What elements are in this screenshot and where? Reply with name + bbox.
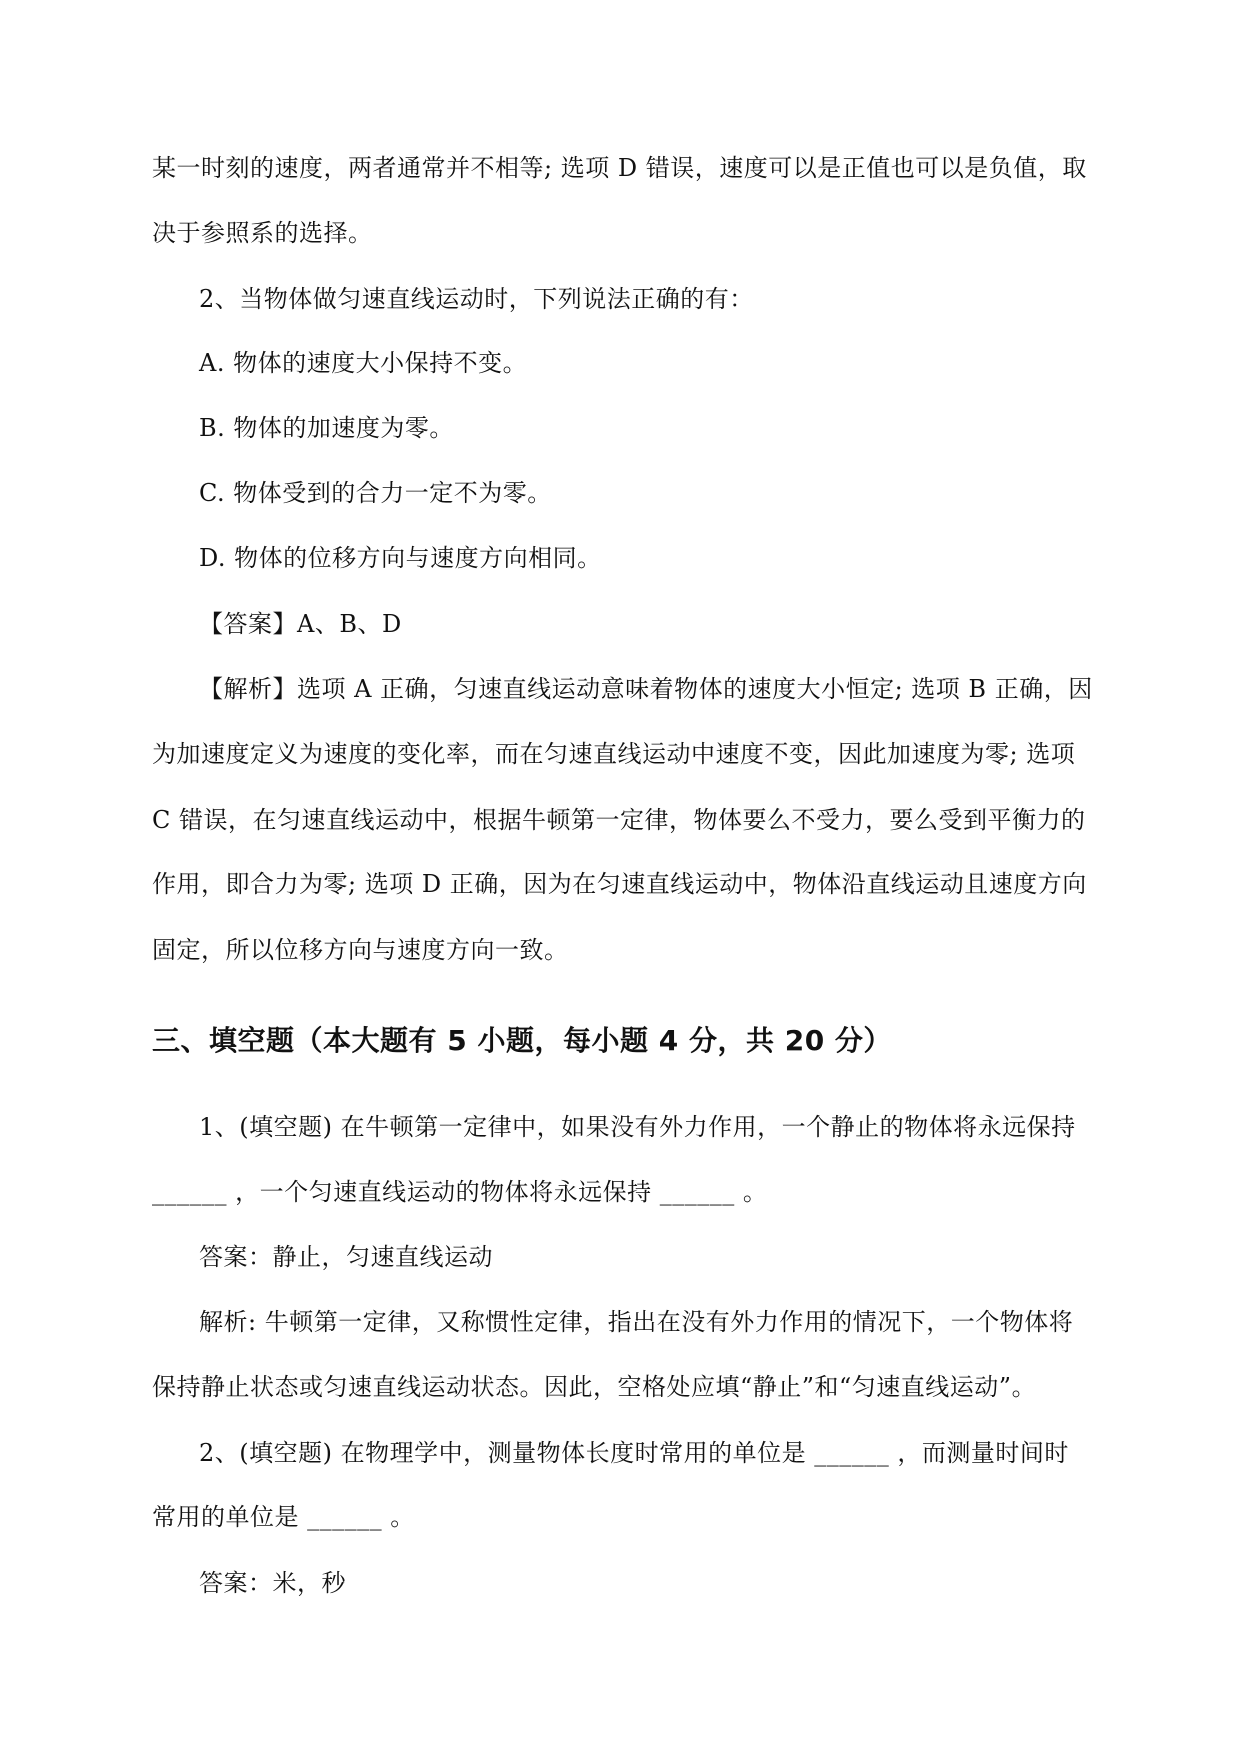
- question-stem: 2、当物体做匀速直线运动时，下列说法正确的有：: [199, 285, 754, 313]
- option-b: B. 物体的加速度为零。: [199, 414, 454, 442]
- section-heading: 三、填空题（本大题有 5 小题，每小题 4 分，共 20 分）: [152, 1024, 892, 1057]
- question-stem: 2、(填空题) 在物理学中，测量物体长度时常用的单位是 ______ ，而测量时间时: [199, 1439, 1069, 1467]
- analysis-line: 保持静止状态或匀速直线运动状态。因此，空格处应填“静止”和“匀速直线运动”。: [152, 1373, 1037, 1401]
- option-c: C. 物体受到的合力一定不为零。: [199, 479, 552, 507]
- analysis-line: 固定，所以位移方向与速度方向一致。: [152, 936, 569, 964]
- analysis-line: C 错误，在匀速直线运动中，根据牛顿第一定律，物体要么不受力，要么受到平衡力的: [152, 806, 1086, 834]
- analysis-line: 为加速度定义为速度的变化率，而在匀速直线运动中速度不变，因此加速度为零; 选项: [152, 740, 1076, 768]
- analysis-line: 作用，即合力为零; 选项 D 正确，因为在匀速直线运动中，物体沿直线运动且速度方向: [152, 870, 1087, 898]
- option-a: A. 物体的速度大小保持不变。: [199, 349, 528, 377]
- option-d: D. 物体的位移方向与速度方向相同。: [199, 544, 602, 572]
- question-blank-line: 常用的单位是 ______ 。: [152, 1503, 415, 1531]
- answer-line: 【答案】A、B、D: [199, 610, 402, 638]
- question-blank-line: ______ ，一个匀速直线运动的物体将永远保持 ______ 。: [152, 1178, 768, 1206]
- answer-line: 答案：静止，匀速直线运动: [199, 1243, 493, 1271]
- text-line: 某一时刻的速度，两者通常并不相等; 选项 D 错误，速度可以是正值也可以是负值，取: [152, 154, 1087, 182]
- analysis-line: 解析: 牛顿第一定律，又称惯性定律，指出在没有外力作用的情况下，一个物体将: [199, 1308, 1074, 1336]
- answer-line: 答案：米，秒: [199, 1569, 346, 1597]
- analysis-line: 【解析】选项 A 正确，匀速直线运动意味着物体的速度大小恒定; 选项 B 正确，因: [199, 675, 1093, 703]
- question-stem: 1、(填空题) 在牛顿第一定律中，如果没有外力作用，一个静止的物体将永远保持: [199, 1113, 1076, 1141]
- text-line: 决于参照系的选择。: [152, 219, 373, 247]
